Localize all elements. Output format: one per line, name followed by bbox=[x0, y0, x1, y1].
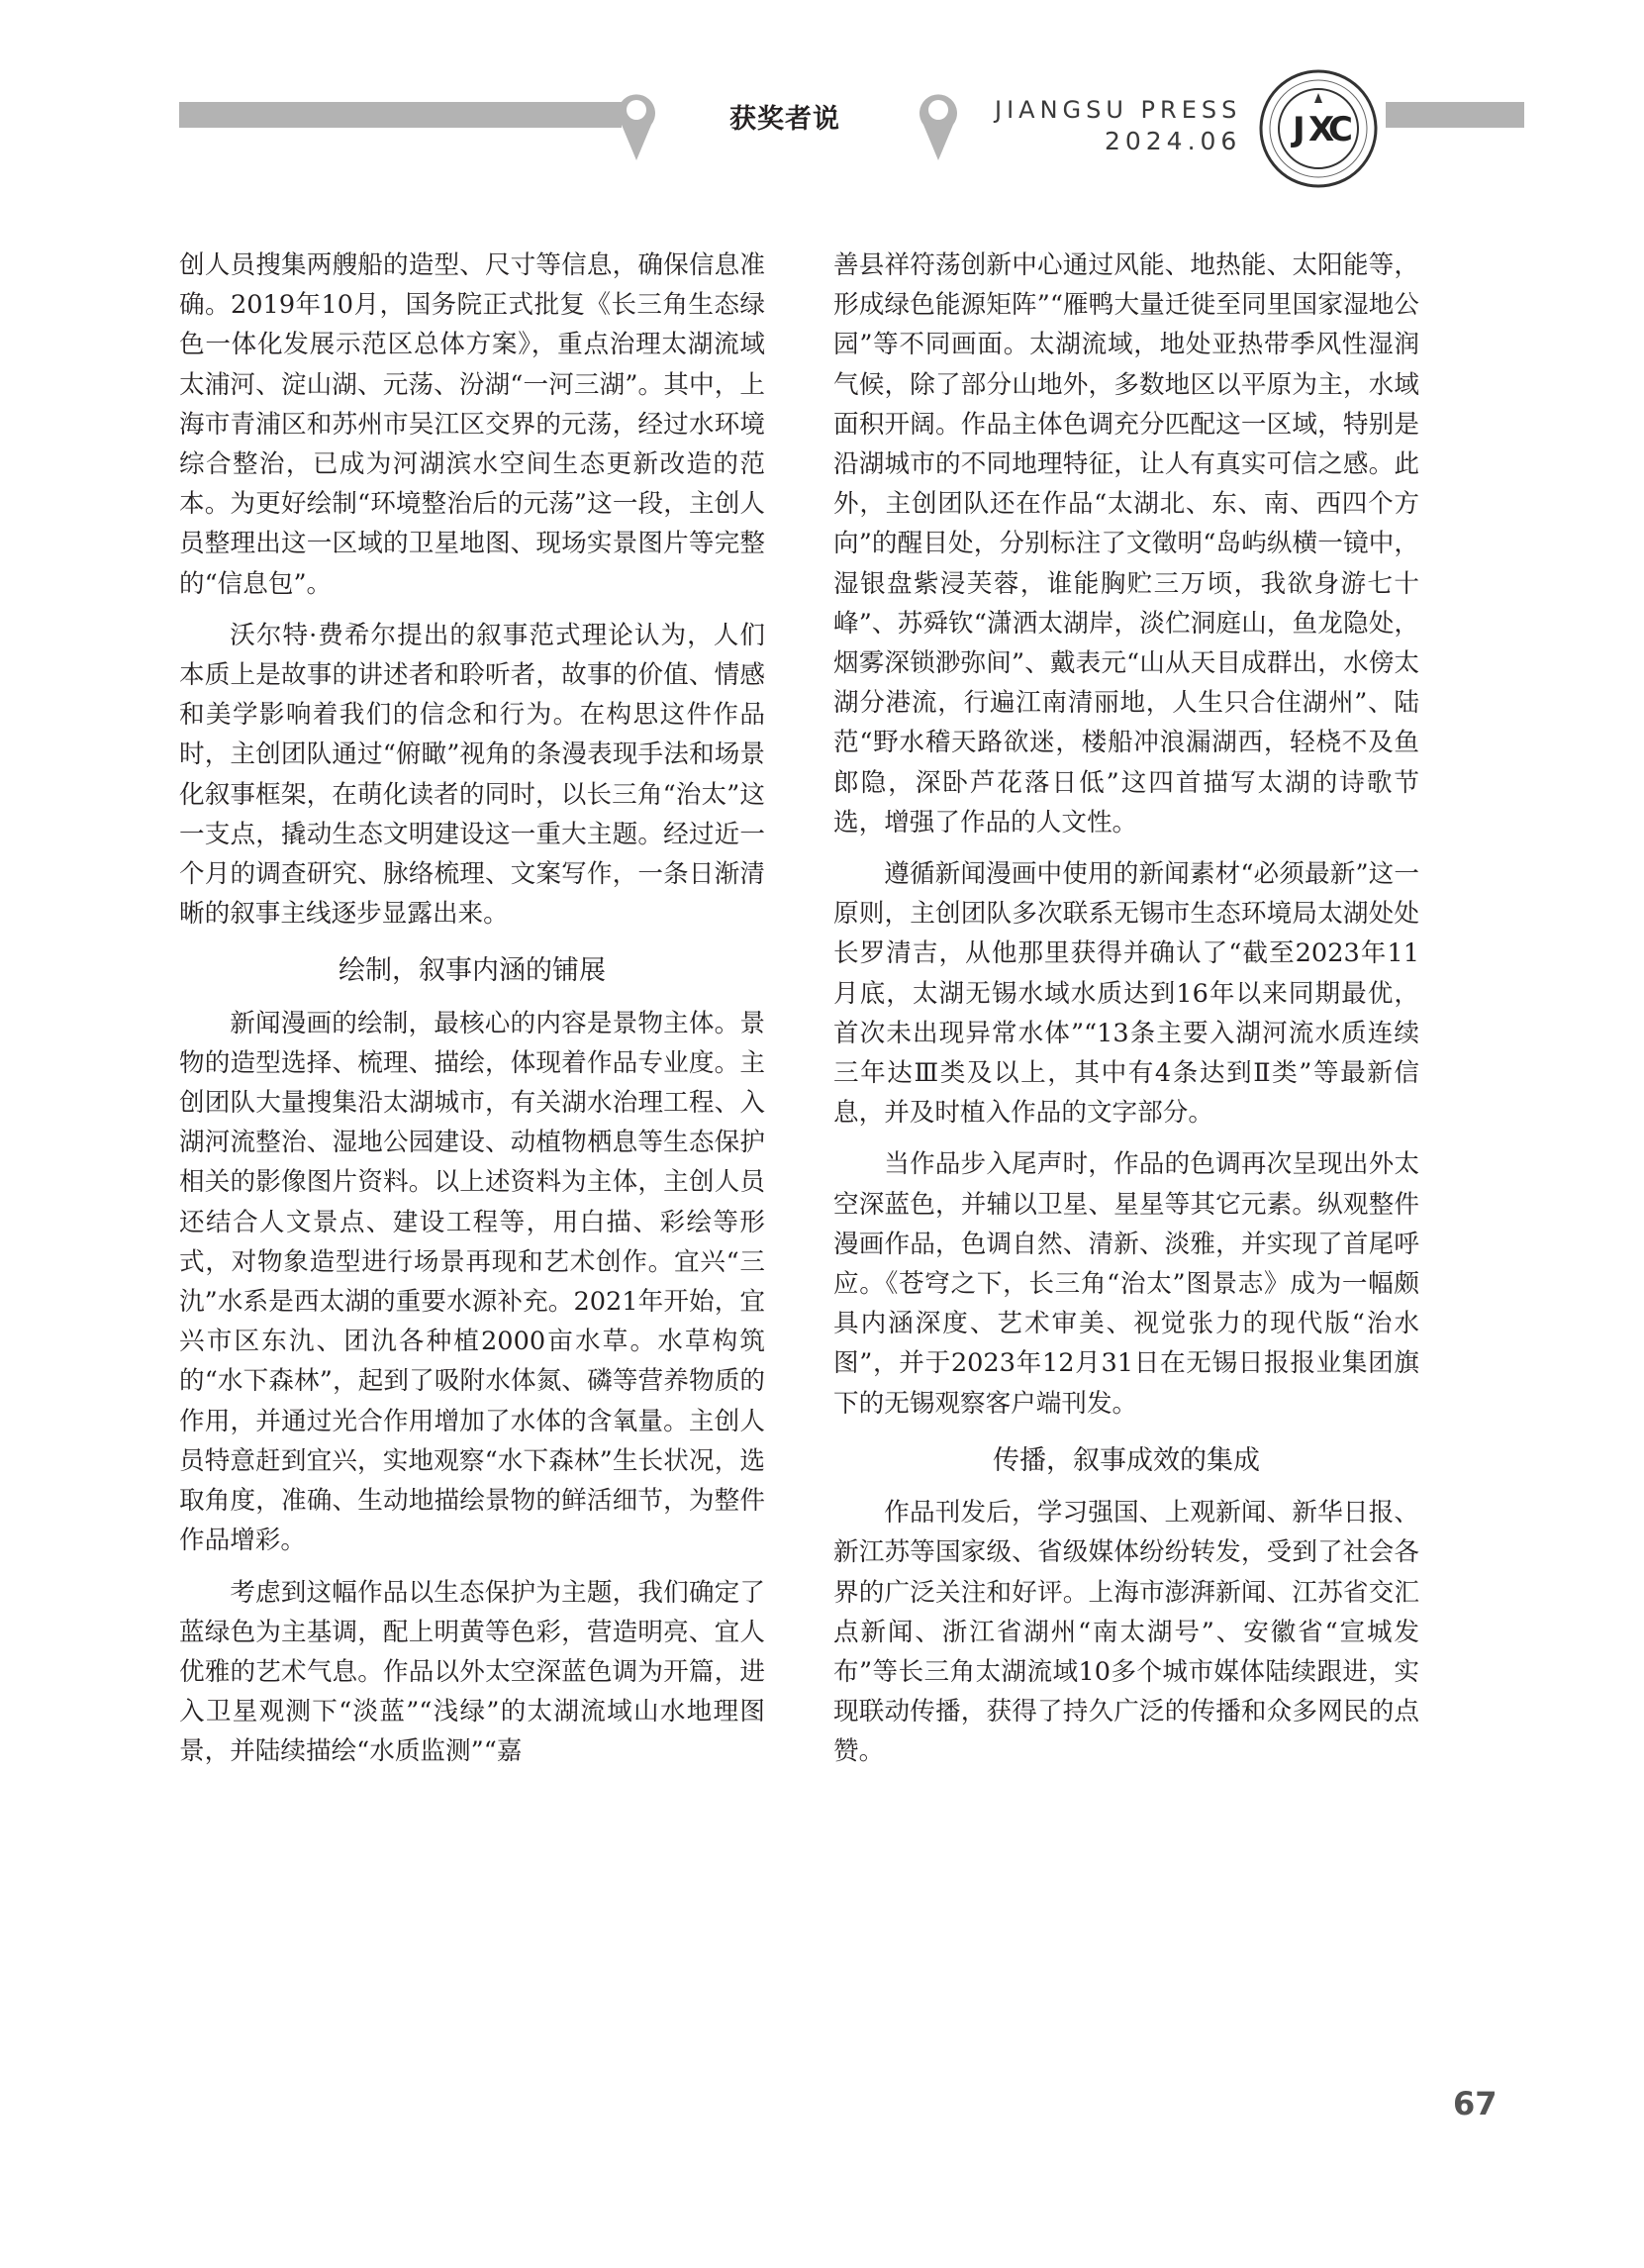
header-bar-left bbox=[179, 102, 622, 128]
paragraph: 善县祥符荡创新中心通过风能、地热能、太阳能等，形成绿色能源矩阵”“雁鸭大量迁徙至同里国家湿地公园”等不同画面。太湖流域，地处亚热带季风性湿润气候，除了部分山地外，多数地区以平原为主，水域面积开阔。作品主体色调充分匹配这一区域，特别是沿湖城市的不同地理特征，让人有真实可信之感。此外，主创团队还在作品“太湖北、东、南、西四个方向”的醒目处，分别标注了文徵明“岛屿纵横一镜中，湿银盘紫浸芙蓉，谁能胸贮三万顷，我欲身游七十峰”、苏舜钦“潇洒太湖岸，淡伫洞庭山，鱼龙隐处，烟雾深锁渺弥间”、戴表元“山从天目成群出，水傍太湖分港流，行遍江南清丽地，人生只合住湖州”、陆范“野水稽天路欲迷，楼船冲浪漏湖西，轻桡不及鱼郎隐，深卧芦花落日低”这四首描写太湖的诗歌节选，增强了作品的人文性。 bbox=[833, 250, 1419, 838]
location-pin-icon bbox=[916, 85, 961, 162]
svg-text:X: X bbox=[1308, 110, 1335, 149]
section-heading: 绘制，叙事内涵的铺展 bbox=[338, 955, 606, 987]
paragraph: 考虑到这幅作品以生态保护为主题，我们确定了蓝绿色为主基调，配上明黄等色彩，营造明亮、宜人优雅的艺术气息。作品以外太空深蓝色调为开篇，进入卫星观测下“淡蓝”“浅绿”的太湖流域山水地理图景，并陆续描绘“水质监测”“嘉 bbox=[179, 1577, 765, 1767]
svg-text:J: J bbox=[1293, 110, 1306, 149]
left-column bbox=[179, 246, 765, 1772]
paragraph: 沃尔特·费希尔提出的叙事范式理论认为，人们本质上是故事的讲述者和聆听者，故事的价值、情感和美学影响着我们的信念和行为。在构思这件作品时，主创团队通过“俯瞰”视角的条漫表现手法和场景化叙事框架，在萌化读者的同时，以长三角“治太”这一支点，撬动生态文明建设这一重大主题。经过近一个月的调查研究、脉络梳理、文案写作，一条日渐清晰的叙事主线逐步显露出来。 bbox=[179, 620, 765, 930]
svg-text:C: C bbox=[1328, 110, 1353, 149]
association-seal-logo bbox=[1257, 67, 1380, 190]
page-number: 67 bbox=[1453, 2085, 1498, 2122]
paragraph: 遵循新闻漫画中使用的新闻素材“必须最新”这一原则，主创团队多次联系无锡市生态环境局太湖处处长罗清吉，从他那里获得并确认了“截至2023年11月底，太湖无锡水域水质达到16年以来同期最优，首次未出现异常水体”“13条主要入湖河流水质连续三年达Ⅲ类及以上，其中有4条达到Ⅱ类”等最新信息，并及时植入作品的文字部分。 bbox=[833, 859, 1419, 1129]
paragraph: 当作品步入尾声时，作品的色调再次呈现出外太空深蓝色，并辅以卫星、星星等其它元素。纵观整件漫画作品，色调自然、清新、淡雅，并实现了首尾呼应。《苍穹之下，长三角“治太”图景志》成为一幅颇具内涵深度、艺术审美、视觉张力的现代版“治水图”，并于2023年12月31日在无锡日报报业集团旗下的无锡观察客户端刊发。 bbox=[833, 1149, 1419, 1419]
publication-name: JIANGSU PRESS bbox=[995, 96, 1242, 124]
location-pin-icon bbox=[614, 85, 659, 162]
header-bar-right bbox=[1386, 102, 1524, 128]
paragraph: 新闻漫画的绘制，最核心的内容是景物主体。景物的造型选择、梳理、描绘，体现着作品专业度。主创团队大量搜集沿太湖城市，有关湖水治理工程、入湖河流整治、湿地公园建设、动植物栖息等生态保护相关的影像图片资料。以上述资料为主体，主创人员还结合人文景点、建设工程等，用白描、彩绘等形式，对物象造型进行场景再现和艺术创作。宜兴“三氿”水系是西太湖的重要水源补充。2021年开始，宜兴市区东氿、团氿各种植2000亩水草。水草构筑的“水下森林”，起到了吸附水体氮、磷等营养物质的作用，并通过光合作用增加了水体的含氧量。主创人员特意赶到宜兴，实地观察“水下森林”生长状况，选取角度，准确、生动地描绘景物的鲜活细节，为整件作品增彩。 bbox=[179, 1008, 765, 1556]
publication-masthead bbox=[995, 95, 1241, 156]
section-heading: 传播，叙事成效的集成 bbox=[993, 1444, 1260, 1476]
right-column bbox=[833, 246, 1419, 1772]
section-title: 获奖者说 bbox=[729, 104, 840, 135]
issue-date: 2024.06 bbox=[1104, 127, 1242, 155]
paragraph: 作品刊发后，学习强国、上观新闻、新华日报、新江苏等国家级、省级媒体纷纷转发，受到了社会各界的广泛关注和好评。上海市澎湃新闻、江苏省交汇点新闻、浙江省湖州“南太湖号”、安徽省“宣城发布”等长三角太湖流域10多个城市媒体陆续跟进，实现联动传播，获得了持久广泛的传播和众多网民的点赞。 bbox=[833, 1498, 1419, 1767]
paragraph: 创人员搜集两艘船的造型、尺寸等信息，确保信息准确。2019年10月，国务院正式批复《长三角生态绿色一体化发展示范区总体方案》，重点治理太湖流域太浦河、淀山湖、元荡、汾湖“一河三湖”。其中，上海市青浦区和苏州市吴江区交界的元荡，经过水环境综合整治，已成为河湖滨水空间生态更新改造的范本。为更好绘制“环境整治后的元荡”这一段，主创人员整理出这一区域的卫星地图、现场实景图片等完整的“信息包”。 bbox=[179, 250, 765, 599]
